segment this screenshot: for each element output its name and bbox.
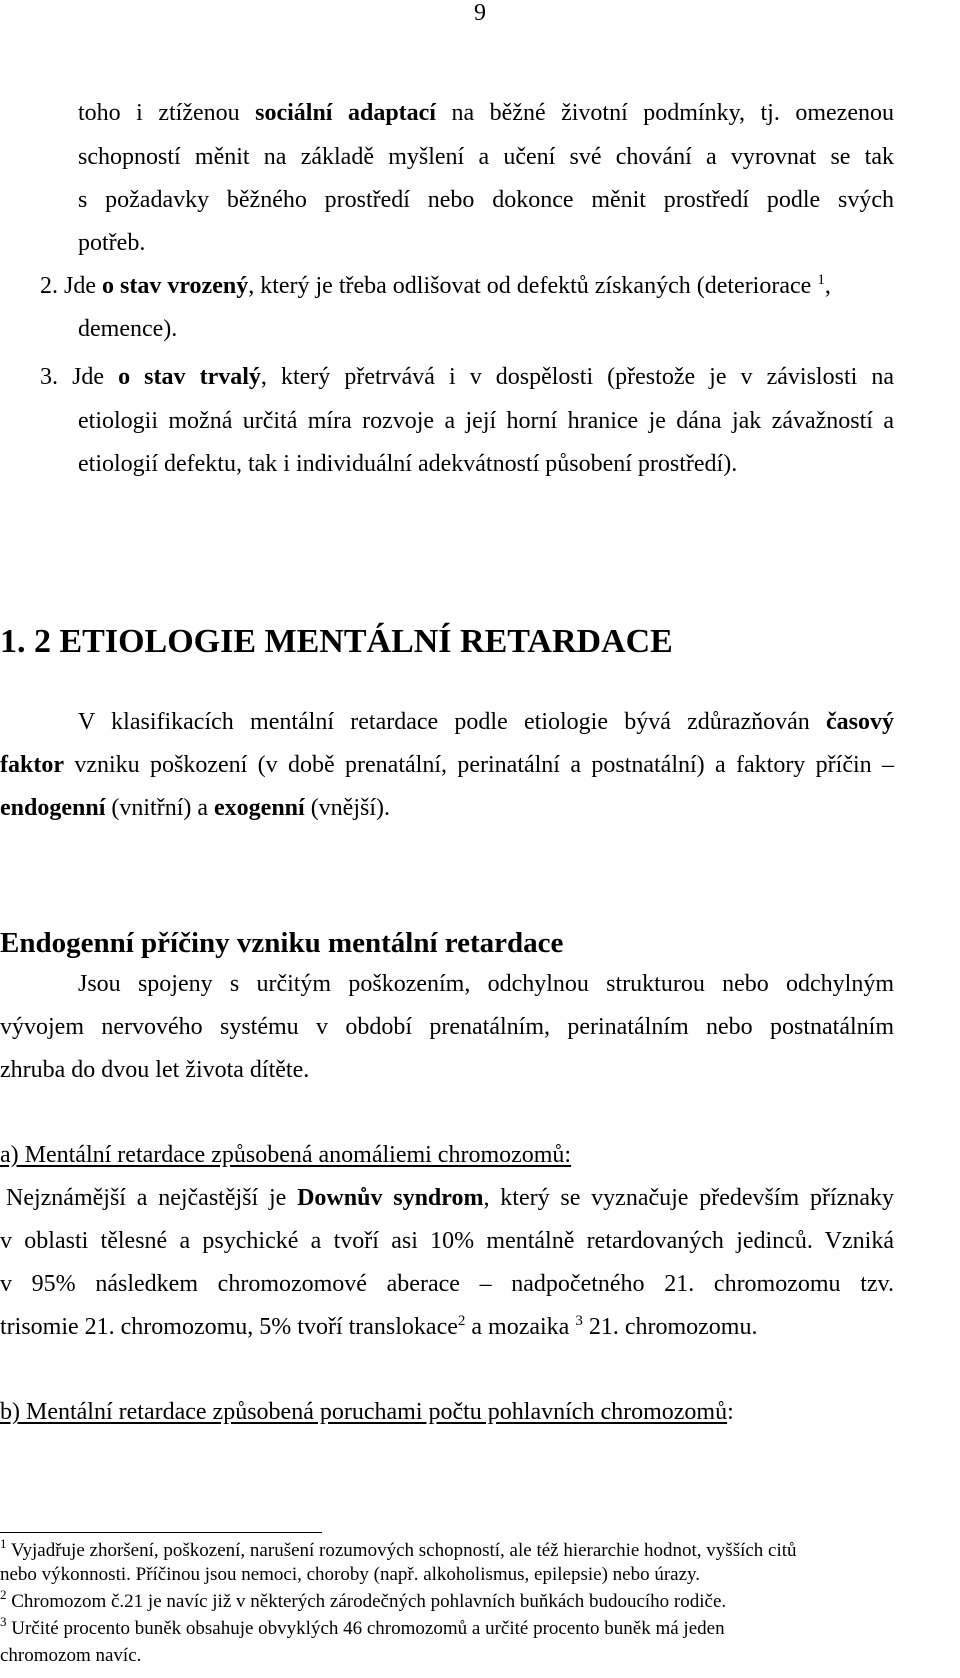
- list-item-line: etiologii možná určitá míra rozvoje a její horní hranice je dána jak závažností a: [78, 408, 894, 434]
- paragraph-line: faktor vzniku poškození (v době prenatální, perinatální a postnatální) a faktory příčin –: [0, 752, 894, 778]
- list-item: 2. Jde o stav vrozený, který je třeba odlišovat od defektů získaných (deteriorace $^1$,: [40, 272, 831, 299]
- paragraph-line: s požadavky běžného prostředí nebo dokonce měnit prostředí podle svých: [78, 187, 894, 213]
- footnote-line: nebo výkonnosti. Příčinou jsou nemoci, choroby (např. alkoholismus, epilepsie) nebo úrazy.: [0, 1564, 701, 1585]
- paragraph-line: vývojem nervového systému v období prenatálním, perinatálním nebo postnatálním: [0, 1014, 894, 1040]
- paragraph-line: Jsou spojeny s určitým poškozením, odchylnou strukturou nebo odchylným: [78, 971, 894, 997]
- subsection-heading: Endogenní příčiny vzniku mentální retardace: [0, 927, 564, 959]
- paragraph-line: V klasifikacích mentální retardace podle etiologie bývá zdůrazňován časový: [78, 709, 894, 735]
- footnote: $^2$ Chromozom č.21 je navíc již v některých zárodečných pohlavních buňkách budoucího rodiče.: [0, 1587, 727, 1612]
- list-item-line: demence).: [78, 316, 178, 342]
- paragraph-line: v 95% následkem chromozomové aberace – nadpočetného 21. chromozomu tzv.: [0, 1271, 894, 1297]
- paragraph-line: Nejznámější a nejčastější je Downův syndrom, který se vyznačuje především příznaky: [6, 1185, 894, 1211]
- subheading-b: b) Mentální retardace způsobená poruchami počtu pohlavních chromozomů:: [0, 1399, 734, 1425]
- paragraph-line: potřeb.: [78, 230, 146, 256]
- subheading-a: a) Mentální retardace způsobená anomáliemi chromozomů:: [0, 1142, 572, 1168]
- footnote-ref: 3: [575, 1313, 583, 1329]
- section-heading: 1. 2 ETIOLOGIE MENTÁLNÍ RETARDACE: [0, 623, 673, 660]
- footnote-line: chromozom navíc.: [0, 1645, 142, 1666]
- footnote-separator: [0, 1532, 322, 1533]
- footnote-ref: 2: [457, 1313, 466, 1329]
- paragraph-line: zhruba do dvou let života dítěte.: [0, 1057, 310, 1083]
- list-item-line: etiologií defektu, tak i individuální adekvátností působení prostředí).: [78, 451, 738, 477]
- footnote: $^1$ Vyjadřuje zhoršení, poškození, narušení rozumových schopností, ale též hierarchie hodnot, vyšších citů: [0, 1536, 797, 1561]
- paragraph-line: schopností měnit na základě myšlení a učení své chování a vyrovnat se tak: [78, 144, 894, 170]
- paragraph-line: trisomie 21. chromozomu, 5% tvoří translokace$^2$ a mozaika $^3$ 21. chromozomu.: [0, 1313, 758, 1340]
- paragraph-line: v oblasti tělesné a psychické a tvoří asi 10% mentálně retardovaných jedinců. Vzniká: [0, 1228, 894, 1254]
- footnote: $^3$ Určité procento buněk obsahuje obvyklých 46 chromozomů a určité procento buněk má jeden: [0, 1614, 725, 1639]
- page-number: 9: [474, 0, 486, 26]
- footnote-ref: 1: [817, 272, 825, 288]
- list-item: 3. Jde o stav trvalý, který přetrvává i v dospělosti (přestože je v závislosti na: [40, 364, 894, 390]
- paragraph-line: endogenní (vnitřní) a exogenní (vnější).: [0, 795, 390, 821]
- paragraph-line: toho i ztíženou sociální adaptací na běžné životní podmínky, tj. omezenou: [78, 100, 894, 126]
